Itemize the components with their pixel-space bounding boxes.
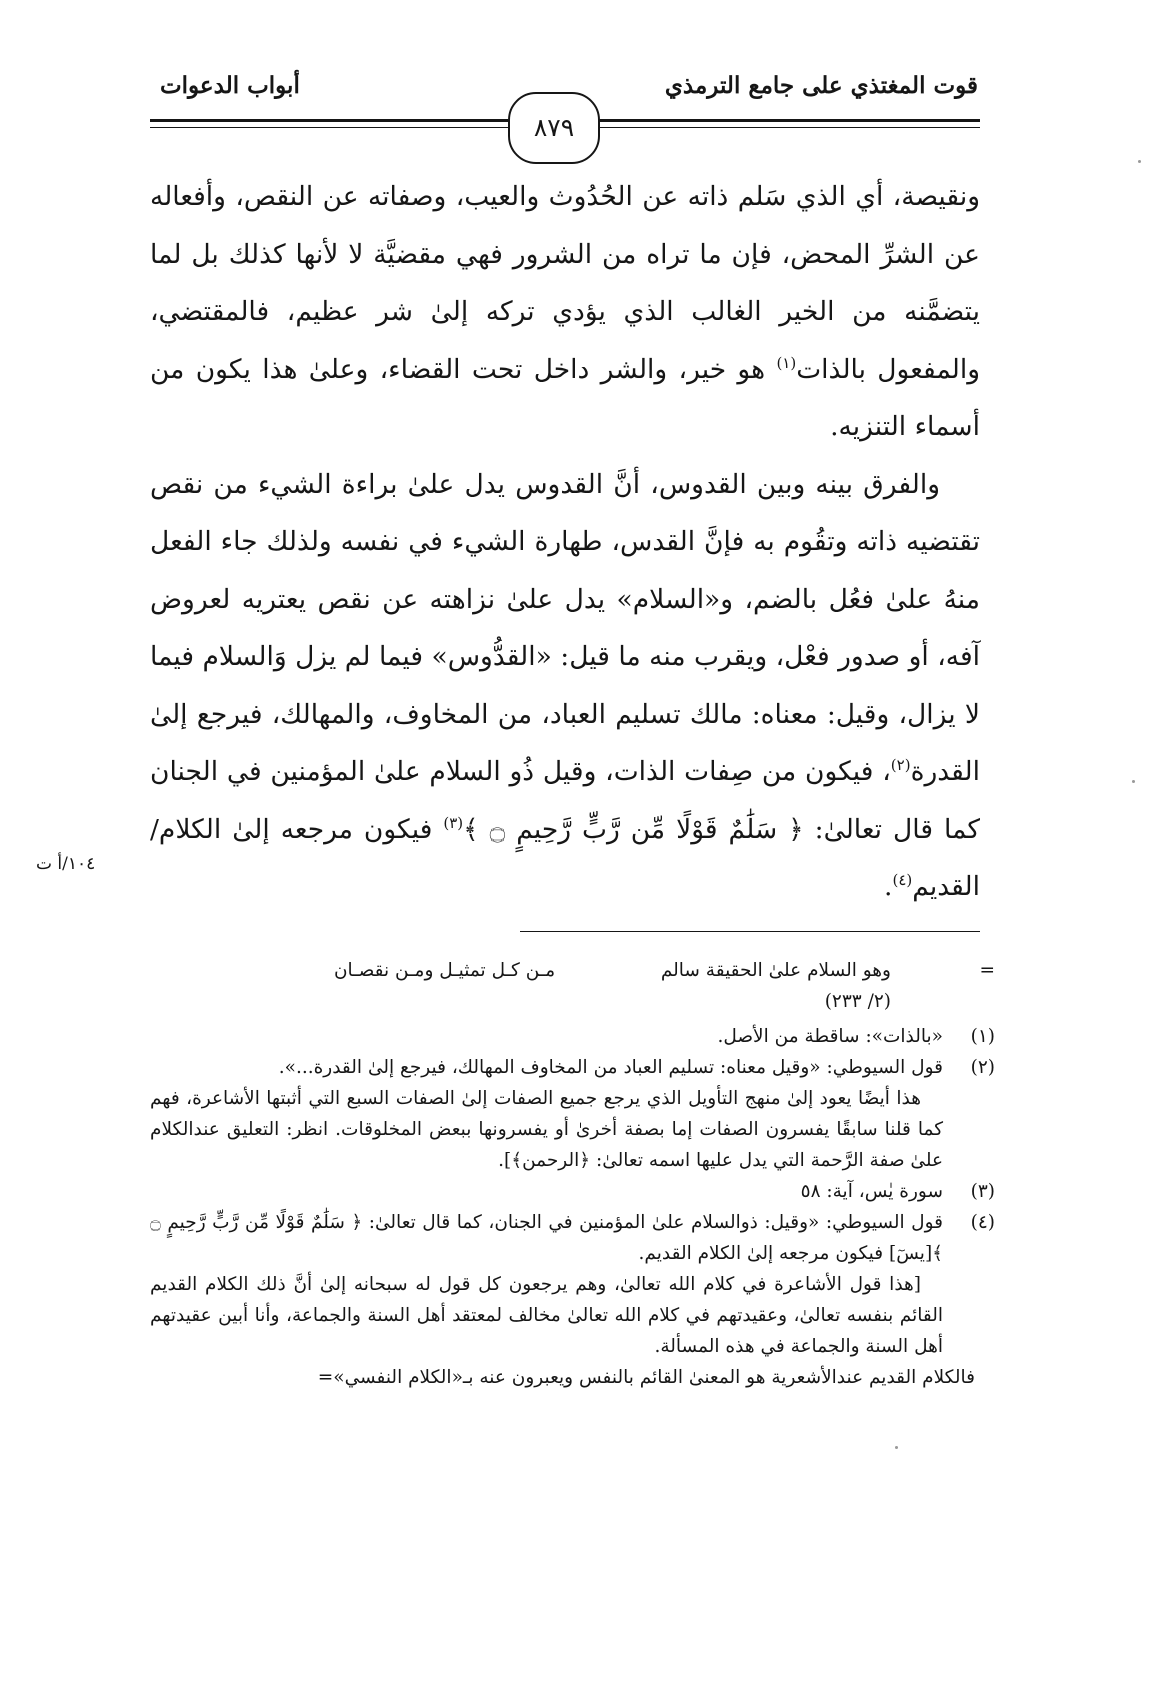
footnotes: [150, 955, 995, 1393]
footnote-ref-3: (٣): [443, 813, 464, 832]
paragraph-1: [150, 168, 980, 456]
paragraph-1-end: هو خير، والشر داخل تحت القضاء، وعلىٰ هذا يكون من أسماء التنزيه.: [150, 353, 980, 442]
footnote-separator: [520, 931, 980, 932]
speck: [1138, 160, 1141, 163]
footnote-4-continuation-2: فالكلام القديم عندالأشعرية هو المعنىٰ القائم بالنفس ويعبرون عنه بـ«الكلام النفسي»=: [317, 1367, 975, 1388]
footnote-3-text: سورة يٰس، آية: ٥٨: [800, 1181, 943, 1202]
footnote-2: [150, 1052, 995, 1176]
header-rule-right-thin: [596, 127, 980, 128]
speck: [1132, 780, 1135, 783]
footnote-4: [150, 1207, 995, 1362]
footnote-1-text: «بالذات»: ساقطة من الأصل.: [717, 1026, 943, 1047]
poem-reference: (٢/ ٢٣٣): [824, 991, 891, 1012]
footnote-ref-1: (١): [776, 353, 797, 372]
paragraph-2-text-c: فيكون مرجعه إلىٰ الكلام/ القديم: [150, 813, 980, 902]
poem-hemistich-1: وهو السلام علىٰ الحقيقة سالم: [660, 960, 891, 981]
book-title: قوت المغتذي على جامع الترمذي: [664, 72, 978, 99]
footnote-3-number: (٣): [970, 1181, 995, 1202]
poem-hemistich-2: مـن كـل تمثيـل ومـن نقصـان: [333, 960, 556, 981]
footnote-3: [150, 1176, 995, 1207]
footnote-ref-2: (٢): [890, 756, 911, 775]
footnote-4-number: (٤): [970, 1212, 995, 1233]
header-rule-right-thick: [596, 119, 980, 122]
paragraph-2: [150, 456, 980, 916]
paragraph-2-text-d: .: [884, 871, 893, 902]
footnote-4-continuation-1: [هذا قول الأشاعرة في كلام الله تعالىٰ، وهم يرجعون كل قول له سبحانه إلىٰ أنَّ ذلك الكلام القديم القائم بنفسه تعالىٰ، وعقيدتهم في كلام الله تعالىٰ مخالف لمعتقد أهل السنة والجماعة، وأنا أبين عقيدتهم أهل السنة والجماعة في هذه المسألة.: [150, 1274, 943, 1357]
paragraph-1-text: ونقيصة، أي الذي سَلم ذاته عن الحُدُوث والعيب، وصفاته عن النقص، وأفعاله عن الشرِّ المحض، فإن ما تراه من الشرور فهي مقضيَّة لا لأنها كذلك بل لما يتضمَّنه من الخير الغالب الذي يؤدي تركه إلىٰ شر عظيم، فالمقتضي، والمفعول بالذات: [150, 181, 980, 385]
footnote-4-text: قول السيوطي: «وقيل: ذوالسلام علىٰ المؤمنين في الجنان، كما قال تعالىٰ: ﴿ سَلَٰمٌ قَوْلًا مِّن رَّبٍّ رَّحِيمٍ ۝ ﴾[يسٓ] فيكون مرجعه إلىٰ الكلام القديم.: [150, 1212, 943, 1264]
header-rule-left-thick: [150, 119, 508, 122]
continuation-mark: =: [979, 960, 995, 981]
footnote-ref-4: (٤): [892, 871, 913, 890]
footnote-1: [150, 1021, 995, 1052]
margin-manuscript-note: ١٠٤/أ ت: [36, 854, 96, 874]
speck: [895, 1446, 898, 1449]
chapter-title: أبواب الدعوات: [160, 72, 300, 99]
footnote-1-number: (١): [970, 1026, 995, 1047]
footnote-2-text: قول السيوطي: «وقيل معناه: تسليم العباد من المخاوف المهالك، فيرجع إلىٰ القدرة...».: [278, 1057, 943, 1078]
footnote-poem: [150, 955, 995, 1017]
paragraph-2-text-b: ، فيكون من صِفات الذات، وقيل ذُو السلام علىٰ المؤمنين في الجنان كما قال تعالىٰ: ﴿ سَلَٰمٌ قَوْلًا مِّن رَّبٍّ رَّحِيمٍ ۝ ﴾: [150, 756, 981, 845]
footnote-2-continuation: هذا أيضًا يعود إلىٰ منهج التأويل الذي يرجع جميع الصفات إلىٰ الصفات السبع التي أثبتها الأشاعرة، فهم كما قلنا سابقًا يفسرون الصفات إما بصفة أخرىٰ أو يفسرونها ببعض المخلوقات. انظر: التعليق عندالكلام علىٰ صفة الرَّحمة التي يدل عليها اسمه تعالىٰ: ﴿الرحمن﴾].: [150, 1088, 943, 1171]
footnote-2-number: (٢): [970, 1057, 995, 1078]
main-text: [150, 168, 980, 916]
header-rule-left-thin: [150, 127, 508, 128]
page-number: ٨٧٩: [508, 92, 600, 164]
paragraph-2-text-a: والفرق بينه وبين القدوس، أنَّ القدوس يدل علىٰ براءة الشيء من نقص تقتضيه ذاته وتقُوم به فإنَّ القدس، طهارة الشيء في نفسه ولذلك جاء الفعل منهُ علىٰ فعُل بالضم، و«السلام» يدل علىٰ نزاهته عن نقص يعتريه لعروض آفه، أو صدور فعْل، ويقرب منه ما قيل: «القدُّوس» فيما لم يزل وَالسلام فيما لا يزال، وقيل: معناه: مالك تسليم العباد، من المخاوف، والمهالك، فيرجع إلىٰ القدرة: [150, 468, 980, 787]
